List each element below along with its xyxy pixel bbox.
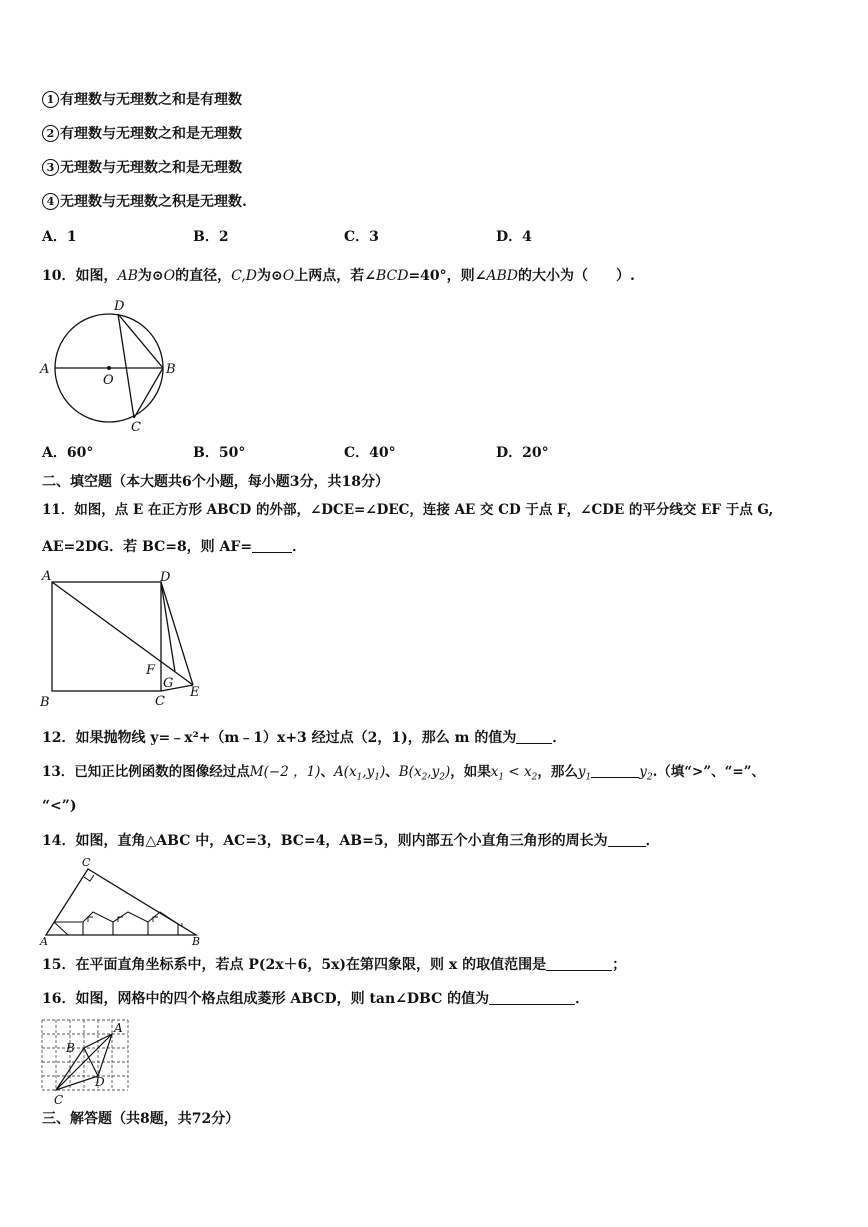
q14-label-c: C: [82, 856, 91, 869]
q11-answer-blank[interactable]: [252, 538, 292, 553]
q11-label-a: A: [42, 569, 52, 584]
q9-option-a: A．1: [42, 229, 77, 245]
q16-label-d: D: [95, 1075, 105, 1089]
q16-label-b: B: [66, 1041, 75, 1055]
q10-label-a: A: [40, 362, 50, 377]
q10-option-d: D．20°: [496, 445, 549, 461]
q11-label-c: C: [155, 694, 165, 709]
q11-label-d: D: [160, 570, 171, 585]
q14-stem: 14．如图，直角△ABC 中，AC=3，BC=4，AB=5，则内部五个小直角三角形的周长为 ．: [42, 833, 660, 849]
q10-label-d: D: [114, 299, 125, 314]
q12-stem: 12．如果抛物线 y=﹣x²+（m﹣1）x+3 经过点（2，1)，那么 m 的值为 ．: [42, 730, 567, 746]
q10-stem: 10．如图，AB为⊙O的直径，C,D为⊙O上两点，若∠BCD=40°，则∠ABD的大小为（ ）.: [42, 268, 635, 284]
q15-answer-blank[interactable]: [546, 956, 612, 971]
q10-option-b: B．50°: [193, 445, 246, 461]
q16-grid-figure: [38, 1016, 138, 1106]
q11-label-b: B: [40, 695, 50, 710]
q14-triangle-figure: [38, 855, 208, 948]
q10-option-c: C．40°: [344, 445, 396, 461]
statement-3: 3 无理数与无理数之和是无理数: [42, 158, 242, 178]
section-2-heading: 二、填空题（本大题共6个小题，每小题3分，共18分）: [42, 474, 389, 490]
q10-label-b: B: [166, 362, 176, 377]
q13-stem: 13．已知正比例函数的图像经过点M(−2 ，1)、$A(x_1,y_1)$、$B(x_2,y_2)$，如果$x_1 < x_2$，那么$y_1$ $y_2$.（填“>”、“=”、: [42, 764, 765, 783]
q14-label-a: A: [40, 935, 48, 948]
q14-label-b: B: [192, 935, 201, 948]
q10-circle-figure: [38, 296, 188, 436]
q9-option-d: D．4: [496, 229, 532, 245]
q11-label-g: G: [163, 676, 174, 691]
q13-answer-blank[interactable]: [591, 763, 639, 778]
statement-2: 2 有理数与无理数之和是无理数: [42, 124, 242, 144]
q11-line-2: AE=2DG．若 BC=8，则 AF= ．: [42, 539, 307, 555]
q9-option-c: C．3: [344, 229, 379, 245]
section-3-heading: 三、解答题（共8题，共72分）: [42, 1111, 240, 1127]
q14-answer-blank[interactable]: [608, 832, 646, 847]
q11-label-e: E: [190, 685, 200, 700]
q15-stem: 15．在平面直角坐标系中，若点 P(2x＋6，5x)在第四象限，则 x 的取值范围是 ；: [42, 957, 627, 973]
statement-4: 4 无理数与无理数之积是无理数.: [42, 192, 247, 212]
q10-label-c: C: [131, 420, 141, 435]
q10-option-a: A．60°: [42, 445, 94, 461]
statement-1: 1 有理数与无理数之和是有理数: [42, 90, 242, 110]
q16-answer-blank[interactable]: [489, 990, 575, 1005]
q16-label-a: A: [114, 1021, 123, 1035]
q10-label-o: O: [103, 373, 114, 388]
q9-option-b: B．2: [193, 229, 229, 245]
q12-answer-blank[interactable]: [516, 729, 552, 744]
q16-stem: 16．如图，网格中的四个格点组成菱形 ABCD，则 tan∠DBC 的值为 ．: [42, 991, 590, 1007]
q13-line-2: “<”): [42, 798, 77, 814]
q11-square-figure: [38, 568, 208, 713]
q16-label-c: C: [54, 1093, 64, 1107]
q11-label-f: F: [146, 663, 156, 678]
q11-line-1: 11．如图，点 E 在正方形 ABCD 的外部，∠DCE=∠DEC，连接 AE 交 CD 于点 F，∠CDE 的平分线交 EF 于点 G,: [42, 502, 774, 518]
